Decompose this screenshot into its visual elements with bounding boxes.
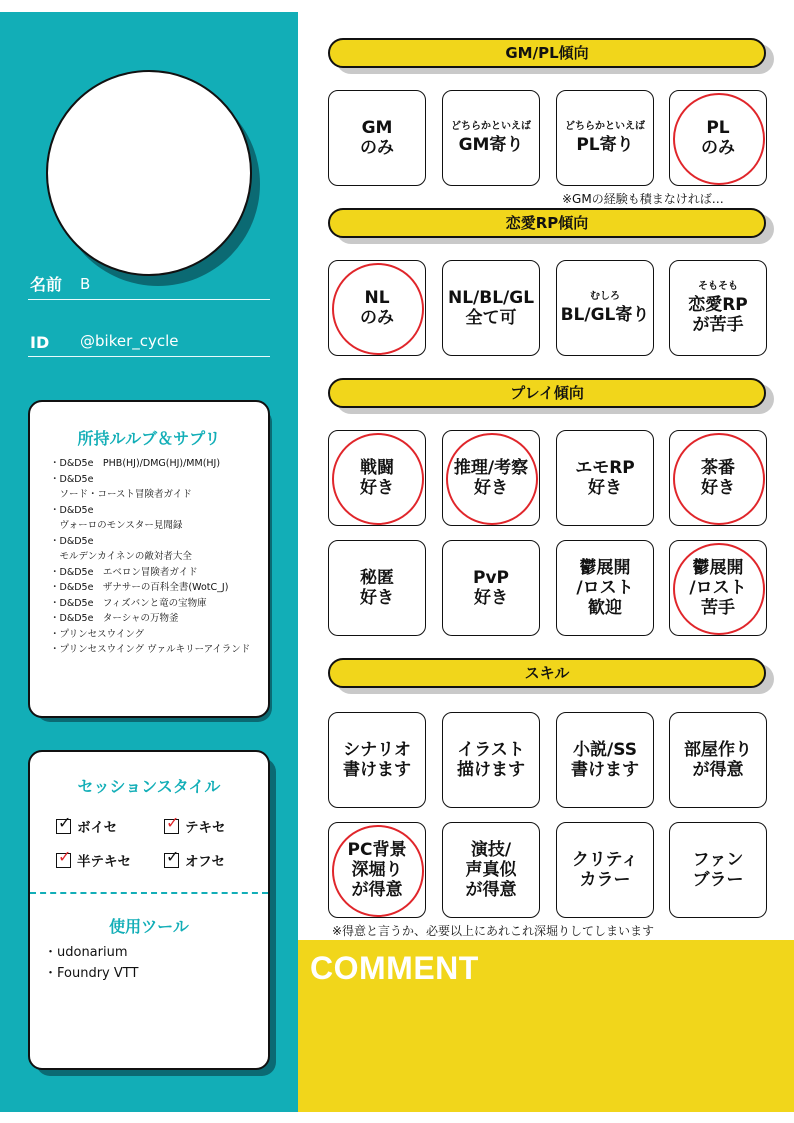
option-label: クリティ カラー: [571, 850, 639, 890]
option-label: 鬱展開 /ロスト 歓迎: [576, 558, 634, 618]
option-label: NL のみ: [360, 288, 394, 328]
checkbox: [164, 812, 180, 834]
option-box: [442, 430, 540, 526]
option-label: GM寄り: [458, 135, 524, 155]
rulebook-item: ・D&D5e フィズバンと竜の宝物庫: [50, 597, 207, 609]
checkbox: [56, 812, 72, 834]
id-field: [28, 327, 270, 357]
style-offline-session: [164, 846, 225, 870]
checkbox: [164, 846, 180, 868]
style-voice-session: [56, 812, 118, 836]
tool-item: ・Foundry VTT: [44, 966, 139, 981]
divider: [30, 892, 268, 894]
option-box: [442, 540, 540, 636]
option-box: [442, 712, 540, 808]
rulebook-item: ソード・コースト冒険者ガイド: [50, 489, 192, 500]
option-box: [556, 540, 654, 636]
name-field: [28, 270, 270, 300]
option-box: [669, 430, 767, 526]
rulebook-title: 所持ルルブ＆サプリ: [77, 429, 221, 448]
option-label: GM のみ: [360, 118, 394, 158]
rulebook-item: ・D&D5e: [50, 473, 94, 485]
option-box: [556, 712, 654, 808]
rulebook-item: モルデンカイネンの敵対者大全: [50, 551, 192, 562]
option-box: [328, 260, 426, 356]
option-label: PC背景 深堀り が得意: [347, 840, 407, 900]
option-prefix: そもそも: [698, 281, 738, 292]
option-box: [328, 822, 426, 918]
option-label: エモRP 好き: [575, 458, 635, 498]
option-prefix: むしろ: [590, 291, 620, 302]
option-box: [328, 430, 426, 526]
rulebook-list: [50, 456, 250, 658]
rulebook-item: ヴォーロのモンスター見聞録: [50, 520, 183, 531]
option-prefix: どちらかといえば: [565, 121, 645, 132]
option-box: [669, 712, 767, 808]
option-box: [556, 90, 654, 186]
option-box: [442, 822, 540, 918]
session-card: [28, 750, 270, 1070]
style-text-session: [164, 812, 226, 836]
style-label: 半テキセ: [77, 854, 131, 870]
section-title: プレイ傾向: [328, 378, 766, 408]
option-box: [556, 260, 654, 356]
style-label: ボイセ: [77, 820, 118, 836]
rulebook-item: ・D&D5e: [50, 504, 94, 516]
rulebook-item: ・D&D5e エベロン冒険者ガイド: [50, 566, 198, 578]
option-box: [442, 260, 540, 356]
option-label: 推理/考察 好き: [453, 458, 529, 498]
option-box: [556, 430, 654, 526]
option-label: 秘匿 好き: [360, 568, 394, 608]
option-prefix: どちらかといえば: [451, 121, 531, 132]
option-label: NL/BL/GL 全て可: [447, 288, 535, 328]
option-box: [669, 540, 767, 636]
id-value: @biker_cycle: [80, 332, 179, 350]
rulebook-item: ・D&D5e: [50, 535, 94, 547]
check-icon: ✓: [58, 812, 72, 832]
option-label: PvP 好き: [472, 568, 509, 608]
rulebook-item: ・D&D5e PHB(HJ)/DMG(HJ)/MM(HJ): [50, 458, 221, 469]
section-title: スキル: [328, 658, 766, 688]
session-style-title: セッションスタイル: [77, 777, 221, 796]
rulebook-item: ・プリンセスウイング ヴァルキリーアイランド: [50, 644, 251, 655]
section-title: 恋愛RP傾向: [328, 208, 766, 238]
option-label: シナリオ 書けます: [343, 740, 411, 780]
tools-title: 使用ツール: [109, 917, 189, 936]
option-label: PL寄り: [576, 135, 634, 155]
avatar: [46, 70, 252, 276]
option-box: [669, 260, 767, 356]
option-label: 戦闘 好き: [360, 458, 394, 498]
check-icon: ✓: [58, 846, 72, 866]
option-label: ファン ブラー: [692, 850, 744, 890]
tool-list: [44, 942, 138, 984]
option-label: PL のみ: [701, 118, 735, 158]
rulebook-item: ・プリンセスウイング: [50, 628, 145, 640]
style-label: オフセ: [185, 854, 225, 870]
style-semi-text-session: [56, 846, 131, 870]
check-icon: ✓: [166, 812, 180, 832]
name-value: B: [80, 275, 91, 293]
option-box: [669, 90, 767, 186]
section-title: GM/PL傾向: [328, 38, 766, 68]
rulebook-card: [28, 400, 270, 718]
option-box: [328, 712, 426, 808]
option-label: 鬱展開 /ロスト 苦手: [689, 558, 747, 618]
option-label: 部屋作り が得意: [684, 740, 752, 780]
id-label: ID: [30, 333, 50, 352]
comment-title: COMMENT: [310, 950, 479, 986]
option-label: 茶番 好き: [701, 458, 735, 498]
name-label: 名前: [30, 275, 63, 294]
option-label: 小説/SS 書けます: [571, 740, 639, 780]
option-box: [442, 90, 540, 186]
option-box: [328, 90, 426, 186]
option-label: 恋愛RP が苦手: [688, 295, 748, 335]
option-box: [669, 822, 767, 918]
option-label: BL/GL寄り: [560, 305, 650, 325]
option-box: [556, 822, 654, 918]
checkbox: [56, 846, 72, 868]
rulebook-item: ・D&D5e ターシャの万物釜: [50, 613, 179, 624]
section-note: ※得意と言うか、必要以上にあれこれ深堀りしてしまいます: [332, 924, 655, 938]
option-label: 演技/ 声真似 が得意: [465, 840, 517, 900]
style-label: テキセ: [185, 820, 226, 836]
section-note: ※GMの経験も積まなければ…: [562, 192, 724, 206]
check-icon: ✓: [166, 846, 180, 866]
option-label: イラスト 描けます: [457, 740, 525, 780]
tool-item: ・udonarium: [44, 945, 128, 960]
option-box: [328, 540, 426, 636]
rulebook-item: ・D&D5e ザナサーの百科全書(WotC_J): [50, 582, 229, 593]
comment-box: [298, 940, 794, 1112]
